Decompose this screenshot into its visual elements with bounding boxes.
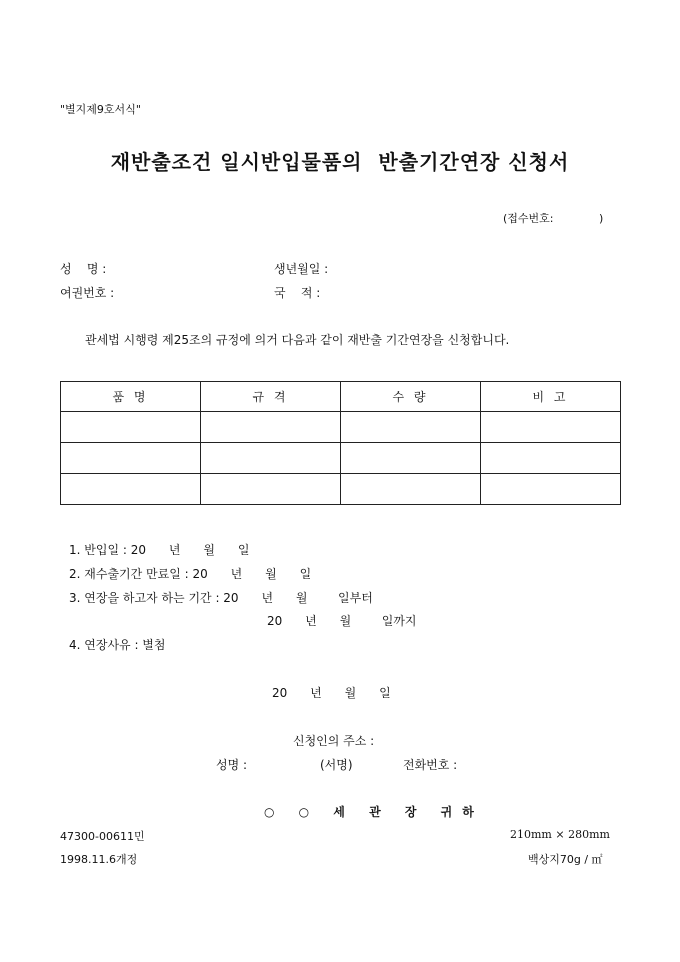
name-label: 성 명 : — [60, 262, 107, 276]
table-cell[interactable] — [61, 474, 201, 505]
page-title: 재반출조건 일시반입물품의 반출기간연장 신청서 — [110, 150, 570, 174]
table-cell[interactable] — [481, 443, 621, 474]
table-cell[interactable] — [341, 412, 481, 443]
receipt-number: (접수번호: ) — [503, 212, 604, 225]
applicant-name-label: 성명 : — [216, 758, 248, 772]
form-code: 47300-00611민 — [60, 830, 145, 843]
signature-label: (서명) — [320, 758, 353, 772]
table-header-row — [61, 382, 621, 412]
paper-size: 210mm × 280mm — [510, 828, 610, 841]
header-spec: 규 격 — [201, 382, 341, 412]
header-remarks: 비 고 — [481, 382, 621, 412]
recipient-customs-office: ○ ○ 세 관 장 귀하 — [264, 805, 484, 819]
application-date: 20 년 월 일 — [272, 686, 391, 700]
applicant-address-label: 신청인의 주소 : — [293, 734, 375, 748]
table-cell[interactable] — [201, 412, 341, 443]
header-quantity: 수 량 — [341, 382, 481, 412]
list-item-reason: 4. 연장사유 : 별첨 — [69, 638, 166, 652]
nationality-label: 국 적 : — [274, 286, 321, 300]
passport-label: 여권번호 : — [60, 286, 115, 300]
table-cell[interactable] — [61, 412, 201, 443]
table-cell[interactable] — [201, 474, 341, 505]
list-item-extension-period-end: 20 년 월 일까지 — [267, 614, 417, 628]
list-item-expiry-date: 2. 재수출기간 만료일 : 20 년 월 일 — [69, 567, 312, 581]
table-cell[interactable] — [481, 474, 621, 505]
table-row — [61, 443, 621, 474]
table-row — [61, 474, 621, 505]
list-item-extension-period: 3. 연장을 하고자 하는 기간 : 20 년 월 일부터 — [69, 591, 373, 605]
table-cell[interactable] — [341, 443, 481, 474]
table-cell[interactable] — [481, 412, 621, 443]
phone-label: 전화번호 : — [403, 758, 458, 772]
table-cell[interactable] — [341, 474, 481, 505]
statement-text: 관세법 시행령 제25조의 규정에 의거 다음과 같이 재반출 기간연장을 신청합니다. — [85, 333, 510, 347]
revision-date: 1998.11.6개정 — [60, 853, 138, 866]
dob-label: 생년월일 : — [274, 262, 329, 276]
table-cell[interactable] — [61, 443, 201, 474]
list-item-import-date: 1. 반입일 : 20 년 월 일 — [69, 543, 250, 557]
paper-spec: 백상지70g / ㎡ — [528, 853, 603, 866]
table-cell[interactable] — [201, 443, 341, 474]
items-table — [60, 381, 621, 505]
table-row — [61, 412, 621, 443]
form-reference: "별지제9호서식" — [60, 103, 141, 116]
header-item-name: 품 명 — [61, 382, 201, 412]
